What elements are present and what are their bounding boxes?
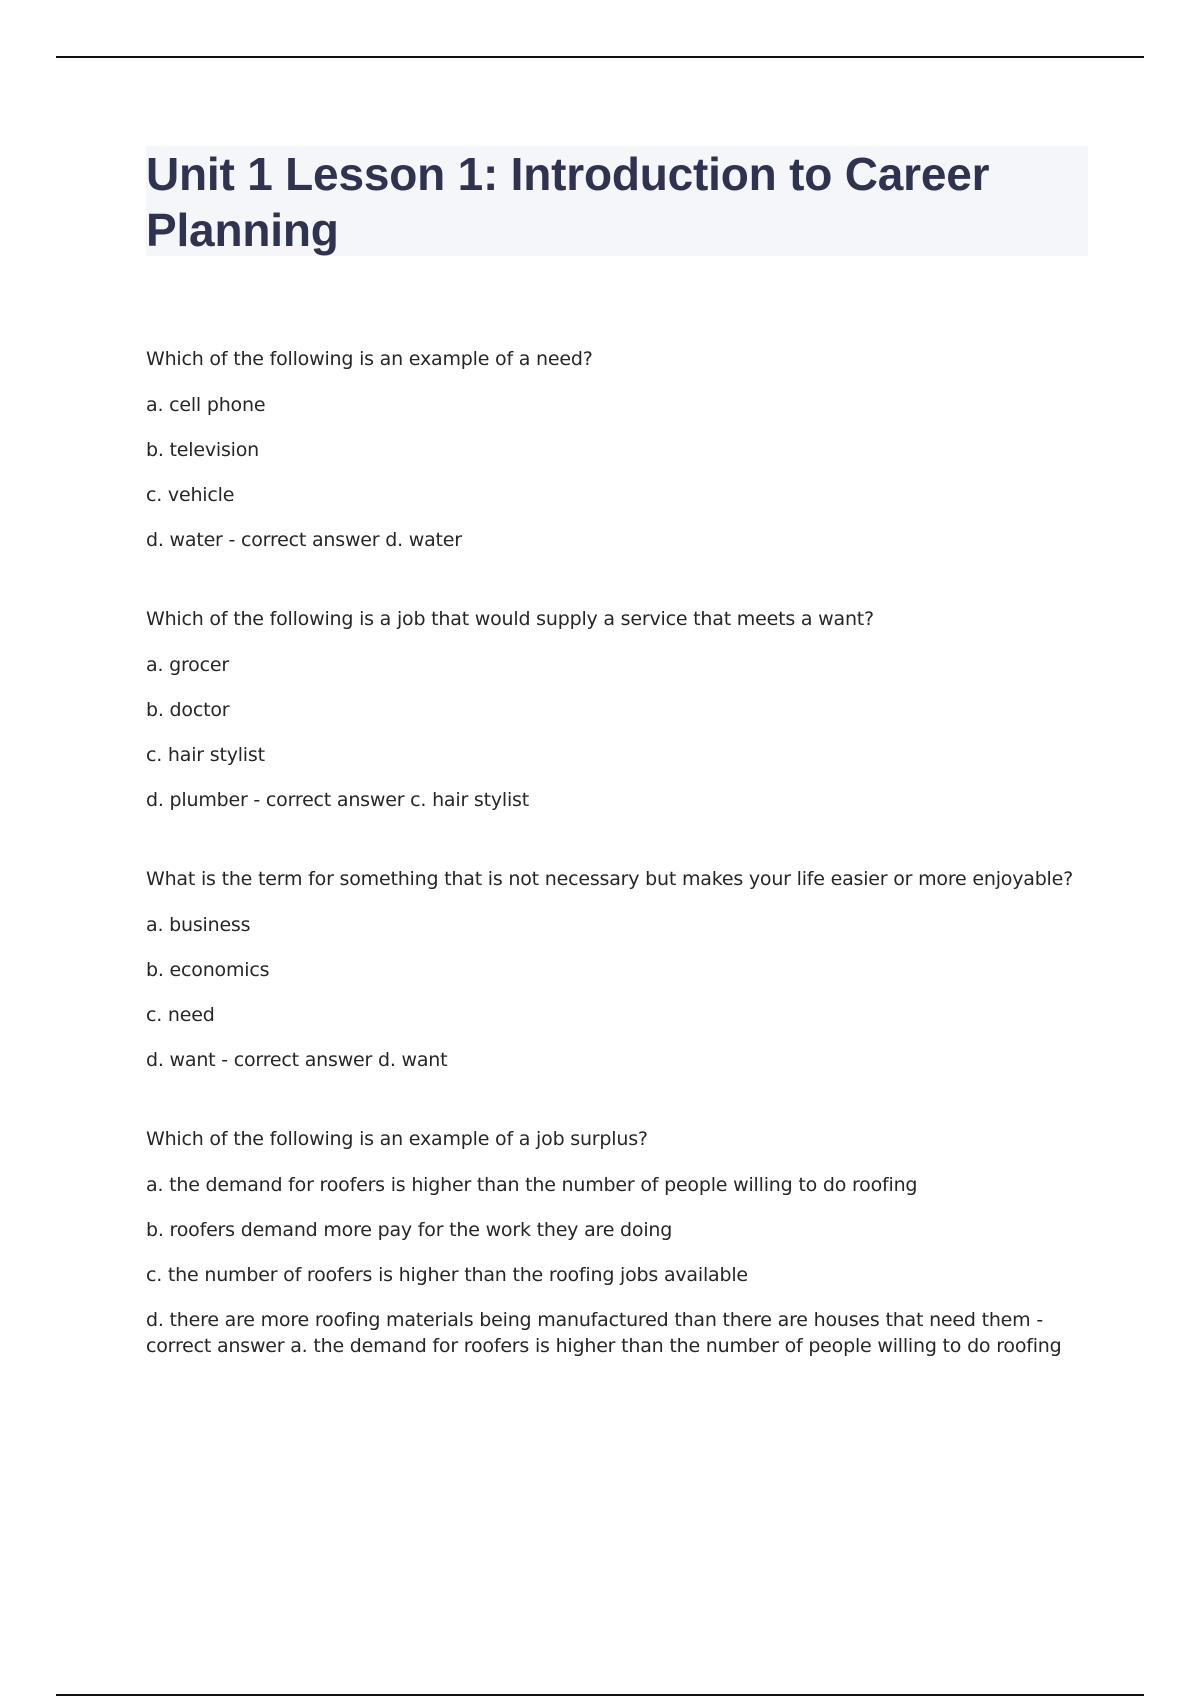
answer-option-c: c. the number of roofers is higher than the roofing jobs available (146, 1264, 748, 1286)
question-text: Which of the following is an example of a need? (146, 348, 593, 370)
answer-option-d: d. plumber - correct answer c. hair stylist (146, 789, 529, 811)
question-block-2 (146, 606, 1096, 813)
answer-option-c: c. need (146, 1004, 215, 1026)
answer-option-b: b. roofers demand more pay for the work they are doing (146, 1219, 673, 1241)
answer-option-a: a. grocer (146, 654, 229, 676)
answer-option-d: d. there are more roofing materials being manufactured than there are houses that need them - correct answer a. the demand for roofers is higher than the number of people willing to do roofing (146, 1309, 1062, 1357)
answer-option-c: c. vehicle (146, 484, 235, 506)
page-title: Unit 1 Lesson 1: Introduction to Career Planning (146, 148, 990, 256)
bottom-divider (56, 1694, 1144, 1696)
title-banner (146, 146, 1088, 256)
question-list (146, 346, 1096, 1412)
question-block-1 (146, 346, 1096, 553)
answer-option-b: b. economics (146, 959, 270, 981)
answer-option-a: a. business (146, 914, 251, 936)
answer-option-a: a. the demand for roofers is higher than the number of people willing to do roofing (146, 1174, 918, 1196)
question-block-4 (146, 1126, 1096, 1359)
answer-option-d: d. want - correct answer d. want (146, 1049, 448, 1071)
answer-option-c: c. hair stylist (146, 744, 265, 766)
answer-option-b: b. television (146, 439, 260, 461)
question-text: What is the term for something that is not necessary but makes your life easier or more enjoyable? (146, 868, 1074, 890)
question-text: Which of the following is an example of a job surplus? (146, 1128, 648, 1150)
answer-option-a: a. cell phone (146, 394, 266, 416)
answer-option-b: b. doctor (146, 699, 230, 721)
question-block-3 (146, 866, 1096, 1073)
question-text: Which of the following is a job that would supply a service that meets a want? (146, 608, 874, 630)
answer-option-d: d. water - correct answer d. water (146, 529, 462, 551)
top-divider (56, 56, 1144, 58)
